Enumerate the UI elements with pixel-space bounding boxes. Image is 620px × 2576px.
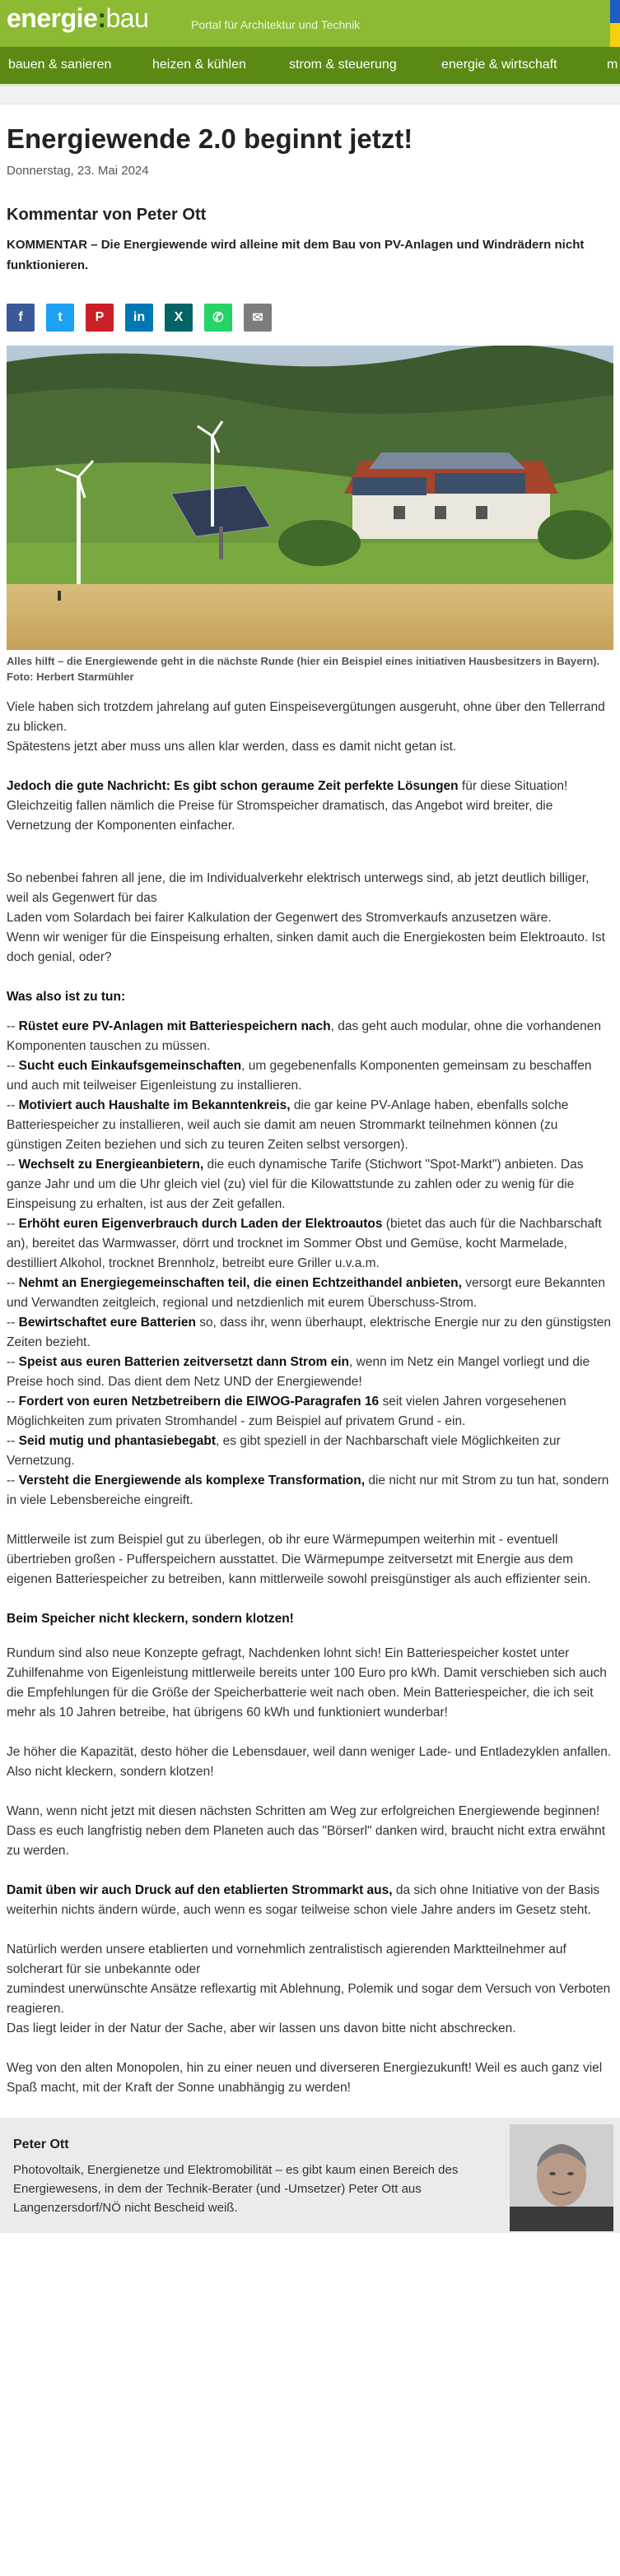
list-item-text: , das geht auch modular, ohne die vorhandenen Komponenten tauschen zu müssen. <box>7 1019 601 1053</box>
list-item: -- Versteht die Energiewende als komplexe Transformation, die nicht nur mit Strom zu tun hat, sondern in viele Lebensbereiche eingreift. <box>7 1474 609 1507</box>
email-icon[interactable]: ✉ <box>244 304 272 332</box>
paragraph-good-news <box>7 777 613 836</box>
paragraph-text: Spätestens jetzt aber muss uns allen klar werden, dass es damit nicht getan ist. <box>7 740 457 754</box>
list-item-text: , um gegebenenfalls Komponenten gemeinsam zu beschaffen und auch mit teilweiser Eigenleistung zu installieren. <box>7 1059 592 1093</box>
heading-text: Beim Speicher nicht kleckern, sondern klotzen! <box>7 1612 294 1626</box>
list-item-bold: Seid mutig und phantasiebegabt <box>18 1434 217 1448</box>
list-item-text: die nicht nur mit Strom zu tun hat, sondern in viele Lebensbereiche eingreift. <box>7 1474 609 1507</box>
pinterest-icon[interactable]: P <box>86 304 114 332</box>
paragraph-text: für diese Situation! Gleichzeitig fallen nämlich die Preise für Stromspeicher dramatisch, das Angebot wird breiter, die Vernetzung der Komponenten einfacher. <box>7 779 568 833</box>
list-item: -- Bewirtschaftet eure Batterien so, dass ihr, wenn überhaupt, elektrische Energie nur zu den günstigsten Zeiten bezieht. <box>7 1316 612 1349</box>
site-slogan: Portal für Architektur und Technik <box>191 18 361 31</box>
list-item: -- Nehmt an Energiegemeinschaften teil, die einen Echtzeithandel anbieten, versorgt eure Bekannten und Verwandten zeitgleich, regional und netzdienlich mit eurem Überschuss-Strom. <box>7 1276 606 1310</box>
author-bio: Photovoltaik, Energienetze und Elektromobilität – es gibt kaum einen Bereich des Energiewesens, in dem der Technik-Berater (und -Umsetzer) Peter Ott aus Langenzersdorf/NÖ nicht Bescheid weiß. <box>13 2163 459 2215</box>
article-body <box>7 698 613 2098</box>
list-item-text: die euch dynamische Tarife (Stichwort "Spot-Markt") anbieten. Das ganze Jahr und um die Uhr gleich viel (zu) viel für die Kilowattstunde zu zahlen oder zu wenig für die Einspeisung zu erhalten, ist aus der Zeit gefallen. <box>7 1158 584 1211</box>
list-item-text: die gar keine PV-Anlage haben, ebenfalls solche Batteriespeicher zu installieren, weil auch sie damit am neuen Strommarkt teilnehmen können (zu günstigen Zeiten beziehen und sich zu teuren Zeiten selbst versorgen). <box>7 1098 569 1152</box>
list-item: -- Fordert von euren Netzbetreibern die ElWOG-Paragrafen 16 seit vielen Jahren vorgesehenen Möglichkeiten zum privaten Stromhandel - zum Beispiel auf privatem Grund - ein. <box>7 1395 566 1428</box>
heading-text: Was also ist zu tun: <box>7 990 126 1004</box>
hero-photo <box>7 346 613 650</box>
list-item-bold: Fordert von euren Netzbetreibern die ElWOG-Paragrafen 16 <box>18 1395 380 1409</box>
article-lead: KOMMENTAR – Die Energiewende wird alleine mit dem Bau von PV-Anlagen und Windrädern nicht funktionieren. <box>7 238 585 272</box>
speicher-heading <box>7 1609 613 1629</box>
author-photo <box>510 2124 613 2231</box>
paragraph-text: zumindest unerwünschte Ansätze reflexartig mit Ablehnung, Polemik und sogar dem Versuch von Verboten reagieren. <box>7 1982 611 2016</box>
paragraph-text: Wann, wenn nicht jetzt mit diesen nächsten Schritten am Weg zur erfolgreichen Energiewende beginnen! <box>7 1804 600 1818</box>
paragraph-text: Laden vom Solardach bei fairer Kalkulation der Gegenwert des Stromverkaufs anzusetzen wäre. <box>7 911 552 925</box>
list-item: -- Seid mutig und phantasiebegabt, es gibt speziell in der Nachbarschaft viele Möglichkeiten zur Vernetzung. <box>7 1434 561 1468</box>
xing-icon[interactable]: X <box>165 304 193 332</box>
paragraph-text: So nebenbei fahren all jene, die im Individualverkehr elektrisch unterwegs sind, ab jetzt deutlich billiger, weil als Gegenwert für das <box>7 871 590 905</box>
whatsapp-icon[interactable]: ✆ <box>204 304 232 332</box>
site-logo[interactable] <box>7 3 148 34</box>
sub-bar <box>0 86 620 104</box>
list-item-bold: Motiviert auch Haushalte im Bekanntenkreis, <box>18 1098 291 1112</box>
main-nav <box>0 47 620 86</box>
paragraph-intro <box>7 698 613 757</box>
todo-heading <box>7 987 613 1007</box>
list-item: -- Sucht euch Einkaufsgemeinschaften, um gegebenenfalls Komponenten gemeinsam zu beschaffen und auch mit teilweiser Eigenleistung zu installieren. <box>7 1059 592 1093</box>
nav-item-more[interactable]: m <box>607 58 618 72</box>
list-item-bold: Sucht euch Einkaufsgemeinschaften <box>18 1059 242 1073</box>
article <box>0 123 620 2098</box>
paragraph-text: Viele haben sich trotzdem jahrelang auf guten Einspeisevergütungen ausgeruht, ohne über den Tellerrand zu blicken. <box>7 700 605 734</box>
list-item-bold: Speist aus euren Batterien zeitversetzt dann Strom ein <box>18 1355 350 1369</box>
list-item-text: seit vielen Jahren vorgesehenen Möglichkeiten zum privaten Stromhandel - zum Beispiel auf privatem Grund - ein. <box>7 1395 566 1428</box>
paragraph-pressure <box>7 1881 613 1920</box>
paragraph-heatpump: Mittlerweile ist zum Beispiel gut zu überlegen, ob ihr eure Wärmepumpen weiterhin mit - eventuell übertrieben großen - Pufferspeichern ausstattet. Die Wärmepumpe zeitversetzt mit Energie aus dem eigenen Batteriespeicher zu betreiben, kann mittlerweile sowohl preisgünstiger als auch effizienter sein. <box>7 1533 591 1586</box>
list-item-bold: Bewirtschaftet eure Batterien <box>18 1316 196 1330</box>
list-item: -- Speist aus euren Batterien zeitversetzt dann Strom ein, wenn im Netz ein Mangel vorliegt und die Preise hoch sind. Das dient dem Netz UND der Energiewende! <box>7 1355 590 1389</box>
flag-yellow-stripe <box>610 23 620 47</box>
list-item-text: versorgt eure Bekannten und Verwandten zeitgleich, regional und netzdienlich mit eurem Überschuss-Strom. <box>7 1276 606 1310</box>
paragraph-closing: Weg von den alten Monopolen, hin zu einer neuen und diverseren Energiezukunft! Weil es auch ganz viel Spaß macht, mit der Kraft der Sonne unabhängig zu werden! <box>7 2061 603 2095</box>
list-item-text: so, dass ihr, wenn überhaupt, elektrische Energie nur zu den günstigsten Zeiten bezieht. <box>7 1316 612 1349</box>
house <box>344 453 558 539</box>
todo-list <box>7 1017 613 1511</box>
facebook-icon[interactable]: f <box>7 304 35 332</box>
logo-part1: energie <box>7 3 98 33</box>
author-box <box>0 2118 620 2233</box>
logo-part2: bau <box>105 3 149 33</box>
site-header <box>0 0 620 47</box>
flag-blue-stripe <box>610 0 620 23</box>
list-item-bold: Wechselt zu Energieanbietern, <box>18 1158 204 1172</box>
paragraph-text: Das liegt leider in der Natur der Sache, aber wir lassen uns davon bitte nicht abschrecken. <box>7 2021 516 2035</box>
paragraph-concepts: Rundum sind also neue Konzepte gefragt, Nachdenken lohnt sich! Ein Batteriespeicher kostet unter Zuhilfenahme von Eigenleistung mittlerweile bereits unter 100 Euro pro kWh. Damit verschieben sich auch die Empfehlungen für die Größe der Speicherbatterie weit nach oben. Mein Batteriespeicher, die ich seit mehr als 10 Jahren betreibe, hat übrigens 60 kWh und funktioniert wunderbar! <box>7 1646 607 1720</box>
paragraph-text: da sich ohne Initiative von der Basis weiterhin nichts ändern würde, auch wenn es sogar teilweise schon viele Jahre anders im Gesetz steht. <box>7 1883 600 1917</box>
author-name: Peter Ott <box>13 2137 69 2151</box>
nav-item-heizen[interactable]: heizen & kühlen <box>152 58 246 72</box>
list-item: -- Erhöht euren Eigenverbrauch durch Laden der Elektroautos (bietet das auch für die Nachbarschaft an), bereitet das Warmwasser, dörrt und trocknet im Sommer Obst und Gemüse, kocht Marmelade, destilliert Alkohol, trocknet Brennholz, betreibt eure Griller u.v.a.m. <box>7 1217 602 1270</box>
share-bar <box>7 304 613 332</box>
hero-image <box>7 346 613 650</box>
linkedin-icon[interactable]: in <box>125 304 153 332</box>
article-subtitle: Kommentar von Peter Ott <box>7 206 207 224</box>
paragraph-text: Dass es euch langfristig neben dem Planeten auch das "Börserl" danken wird, braucht nicht extra erwähnt zu werden. <box>7 1824 605 1858</box>
logo-colon: : <box>97 3 106 33</box>
list-item-bold: Rüstet eure PV-Anlagen mit Batteriespeichern nach <box>18 1019 331 1033</box>
article-date: Donnerstag, 23. Mai 2024 <box>7 164 149 178</box>
bold-text: Jedoch die gute Nachricht: Es gibt schon geraume Zeit perfekte Lösungen <box>7 779 459 793</box>
list-item-bold: Nehmt an Energiegemeinschaften teil, die einen Echtzeithandel anbieten, <box>18 1276 462 1290</box>
list-item: -- Rüstet eure PV-Anlagen mit Batteriespeichern nach, das geht auch modular, ohne die vorhandenen Komponenten tauschen zu müssen. <box>7 1019 601 1053</box>
paragraph-market <box>7 1940 613 2039</box>
list-item: -- Wechselt zu Energieanbietern, die euch dynamische Tarife (Stichwort "Spot-Markt") anbieten. Das ganze Jahr und um die Uhr gleich viel (zu) viel für die Kilowattstunde zu zahlen oder zu wenig für die Einspeisung zu erhalten, ist aus der Zeit gefallen. <box>7 1158 584 1211</box>
paragraph-when <box>7 1802 613 1861</box>
list-item-text: , es gibt speziell in der Nachbarschaft viele Möglichkeiten zur Vernetzung. <box>7 1434 561 1468</box>
paragraph-text: Natürlich werden unsere etablierten und vornehmlich zentralistisch agierenden Marktteilnehmer auf solcherart für sie unbekannte oder <box>7 1942 566 1976</box>
list-item-bold: Erhöht euren Eigenverbrauch durch Laden der Elektroautos <box>18 1217 383 1231</box>
image-caption: Alles hilft – die Energiewende geht in die nächste Runde (hier ein Beispiel eines initiativen Hausbesitzers in Bayern). Foto: Herbert Starmühler <box>7 655 600 683</box>
nav-item-energie[interactable]: energie & wirtschaft <box>441 58 557 72</box>
paragraph-capacity: Je höher die Kapazität, desto höher die Lebensdauer, weil dann weniger Lade- und Entladezyklen anfallen. Also nicht kleckern, sondern klotzen! <box>7 1745 612 1779</box>
nav-item-bauen[interactable]: bauen & sanieren <box>8 58 112 72</box>
bold-text: Damit üben wir auch Druck auf den etablierten Strommarkt aus, <box>7 1883 393 1897</box>
list-item: -- Motiviert auch Haushalte im Bekanntenkreis, die gar keine PV-Anlage haben, ebenfalls solche Batteriespeicher zu installieren, weil auch sie damit am neuen Strommarkt teilnehmen können (zu günstigen Zeiten beziehen und sich zu teuren Zeiten selbst versorgen). <box>7 1098 569 1152</box>
paragraph-emobility <box>7 869 613 968</box>
article-title: Energiewende 2.0 beginnt jetzt! <box>7 123 413 154</box>
paragraph-text: Wenn wir weniger für die Einspeisung erhalten, sinken damit auch die Energiekosten beim Elektroauto. Ist doch genial, oder? <box>7 931 605 964</box>
ukraine-flag-icon <box>610 0 620 47</box>
list-item-text: , wenn im Netz ein Mangel vorliegt und die Preise hoch sind. Das dient dem Netz UND der Energiewende! <box>7 1355 590 1389</box>
nav-item-strom[interactable]: strom & steuerung <box>289 58 397 72</box>
list-item-bold: Versteht die Energiewende als komplexe Transformation, <box>18 1474 366 1488</box>
list-item-text: (bietet das auch für die Nachbarschaft an), bereitet das Warmwasser, dörrt und trocknet im Sommer Obst und Gemüse, kocht Marmelade, destilliert Alkohol, trocknet Brennholz, betreibt eure Griller u.v.a.m. <box>7 1217 602 1270</box>
twitter-icon[interactable]: t <box>46 304 74 332</box>
